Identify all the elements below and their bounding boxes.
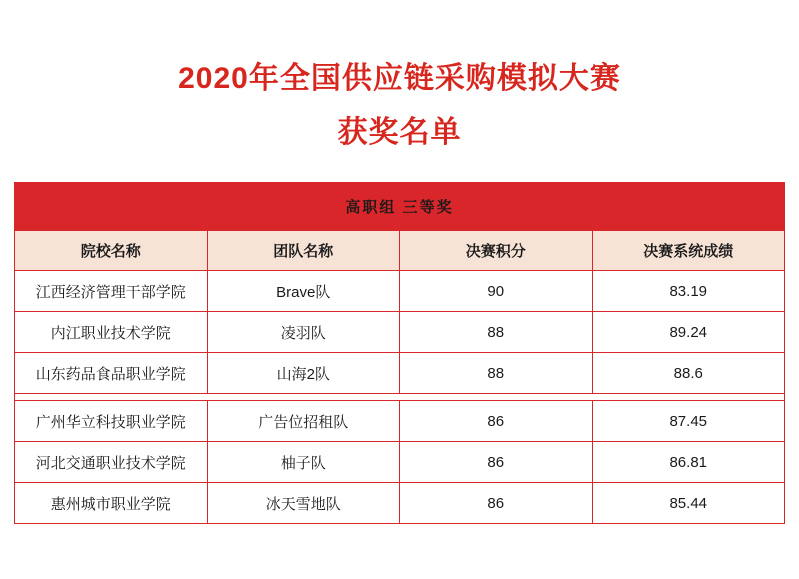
title-line-2: 获奖名单 — [337, 116, 462, 149]
cell-team: 凌羽队 — [207, 312, 400, 353]
cell-team: 柚子队 — [207, 442, 400, 483]
award-table — [14, 182, 785, 524]
cell-points: 88 — [400, 312, 593, 353]
cell-system-score: 87.45 — [592, 401, 785, 442]
table-row — [15, 312, 785, 353]
cell-school: 江西经济管理干部学院 — [15, 271, 208, 312]
cell-system-score: 88.6 — [592, 353, 785, 394]
cell-team: 山海2队 — [207, 353, 400, 394]
cell-team: 广告位招租队 — [207, 401, 400, 442]
table-row — [15, 401, 785, 442]
cell-school: 河北交通职业技术学院 — [15, 442, 208, 483]
document-title — [0, 0, 799, 156]
column-header-system-score: 决赛系统成绩 — [592, 231, 785, 271]
cell-school: 惠州城市职业学院 — [15, 483, 208, 524]
table-gap — [15, 394, 785, 401]
column-header-team: 团队名称 — [207, 231, 400, 271]
cell-points: 88 — [400, 353, 593, 394]
cell-school: 广州华立科技职业学院 — [15, 401, 208, 442]
cell-points: 86 — [400, 442, 593, 483]
table-row — [15, 442, 785, 483]
cell-points: 86 — [400, 401, 593, 442]
cell-system-score: 83.19 — [592, 271, 785, 312]
table-header-row — [15, 231, 785, 271]
title-line-1: 2020年全国供应链采购模拟大赛 — [178, 62, 621, 95]
cell-team: 冰天雪地队 — [207, 483, 400, 524]
cell-system-score: 86.81 — [592, 442, 785, 483]
cell-points: 90 — [400, 271, 593, 312]
column-header-points: 决赛积分 — [400, 231, 593, 271]
cell-school: 内江职业技术学院 — [15, 312, 208, 353]
cell-school: 山东药品食品职业学院 — [15, 353, 208, 394]
award-table-container — [14, 182, 785, 524]
cell-team: Brave队 — [207, 271, 400, 312]
table-band-row — [15, 183, 785, 231]
award-table-body — [15, 183, 785, 524]
table-row — [15, 353, 785, 394]
cell-points: 86 — [400, 483, 593, 524]
cell-system-score: 89.24 — [592, 312, 785, 353]
column-header-school: 院校名称 — [15, 231, 208, 271]
cell-system-score: 85.44 — [592, 483, 785, 524]
table-row — [15, 271, 785, 312]
band-label: 高职组 三等奖 — [15, 183, 785, 231]
table-row — [15, 483, 785, 524]
